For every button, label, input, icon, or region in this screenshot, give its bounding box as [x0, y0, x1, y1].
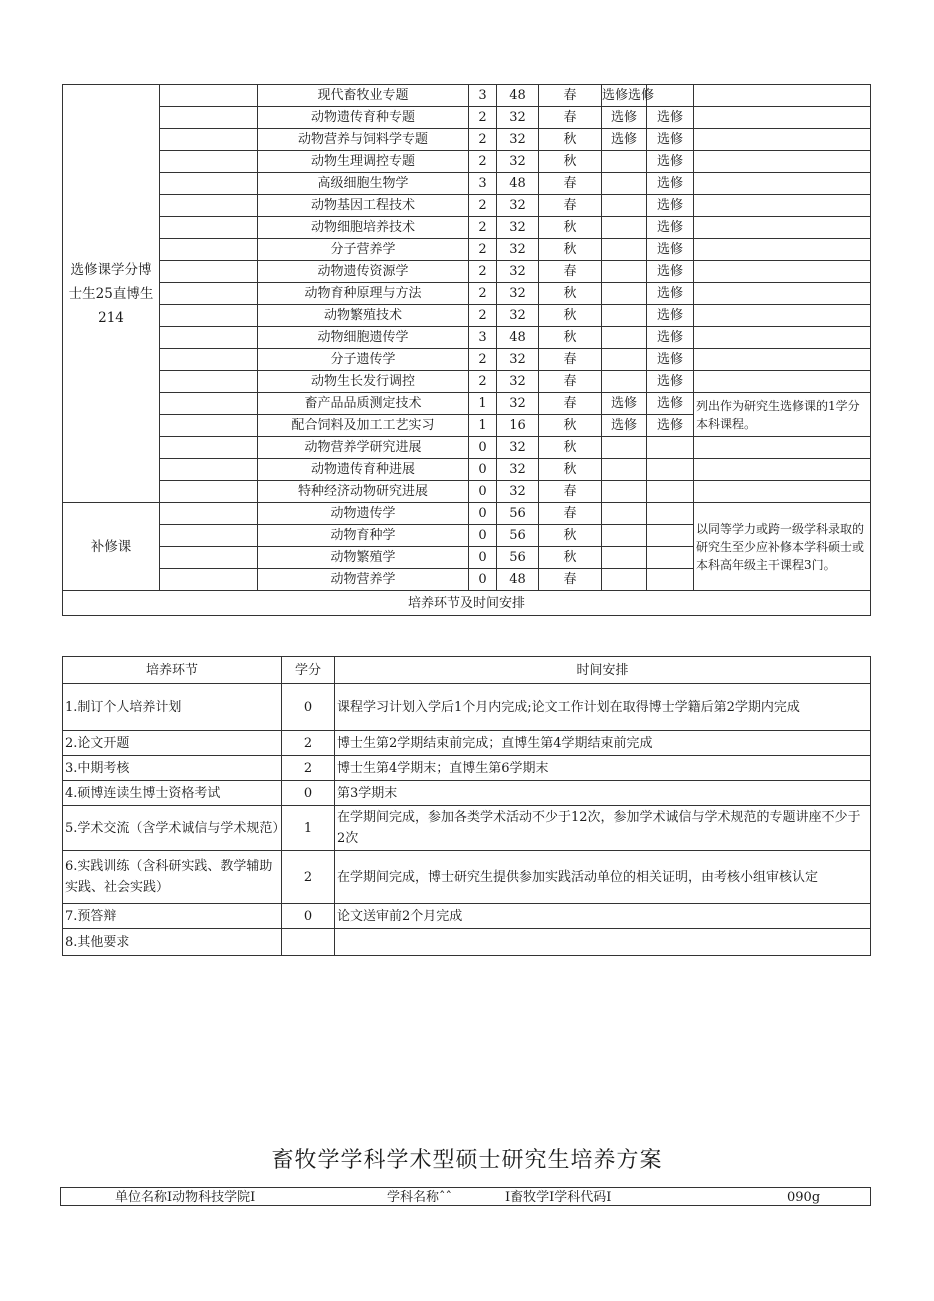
course-name: 动物繁殖学	[258, 547, 469, 569]
course-type-a	[602, 283, 647, 305]
course-type-a: 选修选修	[602, 85, 647, 107]
course-type-b	[647, 569, 694, 591]
course-type-b: 选修	[647, 349, 694, 371]
course-credits: 2	[469, 239, 497, 261]
training-credit: 2	[282, 731, 335, 756]
training-row	[63, 781, 871, 806]
course-type-b: 选修	[647, 239, 694, 261]
course-credits: 2	[469, 349, 497, 371]
header-link: 培养环节	[63, 657, 282, 684]
blank-cell	[160, 151, 258, 173]
course-type-b: 选修	[647, 371, 694, 393]
course-type-b: 选修	[647, 151, 694, 173]
course-name: 动物营养与饲料学专题	[258, 129, 469, 151]
training-link: 3.中期考核	[63, 756, 282, 781]
blank-cell	[160, 547, 258, 569]
course-credits: 2	[469, 129, 497, 151]
course-type-a	[602, 437, 647, 459]
subject-code: 090g	[787, 1190, 821, 1205]
course-hours: 32	[497, 151, 539, 173]
course-row	[63, 151, 871, 173]
course-hours: 32	[497, 437, 539, 459]
course-row	[63, 327, 871, 349]
course-type-b: 选修	[647, 393, 694, 415]
course-row	[63, 371, 871, 393]
blank-cell	[160, 349, 258, 371]
header-time: 时间安排	[335, 657, 871, 684]
course-hours: 48	[497, 569, 539, 591]
course-row	[63, 437, 871, 459]
note-cell	[694, 305, 871, 327]
course-hours: 56	[497, 503, 539, 525]
course-semester: 秋	[539, 283, 602, 305]
note-cell	[694, 195, 871, 217]
course-credits: 3	[469, 327, 497, 349]
course-row	[63, 217, 871, 239]
course-semester: 春	[539, 261, 602, 283]
course-row	[63, 239, 871, 261]
course-type-b: 选修	[647, 327, 694, 349]
note-cell	[694, 261, 871, 283]
course-credits: 2	[469, 217, 497, 239]
course-type-b: 选修	[647, 283, 694, 305]
course-row	[63, 349, 871, 371]
course-type-a	[602, 239, 647, 261]
course-credits: 0	[469, 525, 497, 547]
section-title-row	[63, 591, 871, 616]
course-credits: 1	[469, 415, 497, 437]
course-name: 高级细胞生物学	[258, 173, 469, 195]
course-type-a	[602, 195, 647, 217]
course-hours: 48	[497, 327, 539, 349]
course-credits: 2	[469, 107, 497, 129]
course-semester: 秋	[539, 415, 602, 437]
note-cell	[694, 327, 871, 349]
course-semester: 春	[539, 503, 602, 525]
course-semester: 秋	[539, 437, 602, 459]
course-semester: 春	[539, 371, 602, 393]
course-type-a: 选修	[602, 393, 647, 415]
training-row	[63, 806, 871, 851]
note-cell	[694, 85, 871, 107]
blank-cell	[160, 371, 258, 393]
training-row	[63, 851, 871, 904]
training-link: 7.预答辩	[63, 904, 282, 929]
course-row	[63, 503, 871, 525]
course-semester: 春	[539, 173, 602, 195]
course-semester: 春	[539, 569, 602, 591]
training-credit: 0	[282, 781, 335, 806]
note-cell	[694, 239, 871, 261]
course-credits: 0	[469, 459, 497, 481]
course-hours: 16	[497, 415, 539, 437]
blank-cell	[160, 327, 258, 349]
blank-cell	[160, 85, 258, 107]
course-type-b	[647, 481, 694, 503]
course-hours: 32	[497, 239, 539, 261]
training-header-row	[63, 657, 871, 684]
training-link: 4.硕博连读生博士资格考试	[63, 781, 282, 806]
course-hours: 32	[497, 217, 539, 239]
course-name: 配合饲料及加工工艺实习	[258, 415, 469, 437]
training-time: 在学期间完成，博士研究生提供参加实践活动单位的相关证明，由考核小组审核认定	[335, 851, 871, 904]
course-name: 动物细胞培养技术	[258, 217, 469, 239]
note-cell	[694, 481, 871, 503]
program-info-bar	[60, 1187, 871, 1206]
course-name: 特种经济动物研究进展	[258, 481, 469, 503]
course-type-b: 选修	[647, 107, 694, 129]
course-table	[62, 84, 871, 616]
training-credit: 0	[282, 684, 335, 731]
course-credits: 0	[469, 547, 497, 569]
course-credits: 0	[469, 503, 497, 525]
course-type-a	[602, 305, 647, 327]
remedial-note: 以同等学力或跨一级学科录取的研究生至少应补修本学科硕士或本科高年级主干课程3门。	[694, 503, 871, 591]
training-link: 6.实践训练（含科研实践、教学辅助实践、社会实践）	[63, 851, 282, 904]
subject-value: I畜牧学I学科代码I	[505, 1190, 612, 1205]
training-time: 博士生第4学期末；直博生第6学期末	[335, 756, 871, 781]
course-type-a	[602, 547, 647, 569]
course-row	[63, 173, 871, 195]
course-name: 现代畜牧业专题	[258, 85, 469, 107]
note-cell	[694, 349, 871, 371]
course-type-b: 选修	[647, 195, 694, 217]
course-name: 分子营养学	[258, 239, 469, 261]
course-semester: 春	[539, 85, 602, 107]
course-credits: 2	[469, 371, 497, 393]
course-name: 动物生长发行调控	[258, 371, 469, 393]
course-row	[63, 261, 871, 283]
course-credits: 2	[469, 195, 497, 217]
blank-cell	[160, 129, 258, 151]
course-hours: 32	[497, 283, 539, 305]
course-hours: 32	[497, 305, 539, 327]
course-type-b: 选修	[647, 415, 694, 437]
course-semester: 秋	[539, 129, 602, 151]
note-cell	[694, 283, 871, 305]
course-type-a	[602, 327, 647, 349]
course-hours: 56	[497, 525, 539, 547]
course-hours: 32	[497, 349, 539, 371]
elective-category-label: 选修课学分博士生25直博生214	[63, 85, 160, 503]
training-credit	[282, 929, 335, 956]
course-name: 动物基因工程技术	[258, 195, 469, 217]
course-row	[63, 393, 871, 415]
training-row	[63, 904, 871, 929]
course-semester: 秋	[539, 217, 602, 239]
blank-cell	[160, 173, 258, 195]
course-semester: 秋	[539, 525, 602, 547]
course-hours: 56	[497, 547, 539, 569]
course-type-b	[647, 459, 694, 481]
course-type-b	[647, 437, 694, 459]
course-name: 动物营养学	[258, 569, 469, 591]
note-cell	[694, 217, 871, 239]
course-name: 畜产品品质测定技术	[258, 393, 469, 415]
course-type-a	[602, 261, 647, 283]
course-type-a	[602, 525, 647, 547]
course-type-a	[602, 503, 647, 525]
note-cell	[694, 173, 871, 195]
training-row	[63, 929, 871, 956]
course-type-a	[602, 371, 647, 393]
course-credits: 2	[469, 305, 497, 327]
course-name: 动物遗传学	[258, 503, 469, 525]
training-credit: 2	[282, 756, 335, 781]
course-name: 动物育种学	[258, 525, 469, 547]
training-link-table	[62, 656, 871, 956]
course-name: 动物细胞遗传学	[258, 327, 469, 349]
course-row	[63, 85, 871, 107]
header-credit: 学分	[282, 657, 335, 684]
note-cell	[694, 151, 871, 173]
note-cell	[694, 107, 871, 129]
course-type-a: 选修	[602, 129, 647, 151]
training-link: 5.学术交流（含学术诚信与学术规范）	[63, 806, 282, 851]
course-type-a	[602, 459, 647, 481]
section-title: 培养环节及时间安排	[63, 591, 871, 616]
unit-label: 单位名称I动物科技学院I	[115, 1190, 256, 1205]
training-credit: 2	[282, 851, 335, 904]
course-hours: 32	[497, 393, 539, 415]
course-type-b: 选修	[647, 261, 694, 283]
course-semester: 秋	[539, 459, 602, 481]
course-type-a: 选修	[602, 107, 647, 129]
blank-cell	[160, 305, 258, 327]
elective-course-group	[63, 85, 871, 503]
course-type-a	[602, 151, 647, 173]
course-hours: 32	[497, 371, 539, 393]
course-semester: 春	[539, 107, 602, 129]
blank-cell	[160, 261, 258, 283]
course-semester: 秋	[539, 151, 602, 173]
course-row	[63, 481, 871, 503]
training-link: 1.制订个人培养计划	[63, 684, 282, 731]
course-hours: 32	[497, 195, 539, 217]
course-hours: 32	[497, 481, 539, 503]
blank-cell	[160, 239, 258, 261]
course-type-a	[602, 349, 647, 371]
course-credits: 1	[469, 393, 497, 415]
course-hours: 32	[497, 261, 539, 283]
course-semester: 春	[539, 349, 602, 371]
course-row	[63, 195, 871, 217]
course-type-a: 选修	[602, 415, 647, 437]
training-row	[63, 731, 871, 756]
remedial-category-label: 补修课	[63, 503, 160, 591]
course-hours: 32	[497, 459, 539, 481]
course-row	[63, 129, 871, 151]
training-link: 8.其他要求	[63, 929, 282, 956]
course-type-a	[602, 173, 647, 195]
course-semester: 春	[539, 195, 602, 217]
course-credits: 2	[469, 151, 497, 173]
course-hours: 48	[497, 173, 539, 195]
blank-cell	[160, 437, 258, 459]
training-row	[63, 756, 871, 781]
training-time: 课程学习计划入学后1个月内完成;论文工作计划在取得博士学籍后第2学期内完成	[335, 684, 871, 731]
course-name: 分子遗传学	[258, 349, 469, 371]
course-type-b: 选修	[647, 217, 694, 239]
course-name: 动物遗传资源学	[258, 261, 469, 283]
course-semester: 秋	[539, 547, 602, 569]
course-type-a	[602, 569, 647, 591]
training-row	[63, 684, 871, 731]
course-type-b	[647, 547, 694, 569]
training-credit: 0	[282, 904, 335, 929]
course-semester: 春	[539, 481, 602, 503]
course-type-a	[602, 217, 647, 239]
subject-label: 学科名称ˆˆ	[387, 1190, 453, 1205]
blank-cell	[160, 217, 258, 239]
note-cell	[694, 437, 871, 459]
course-credits: 3	[469, 85, 497, 107]
course-name: 动物营养学研究进展	[258, 437, 469, 459]
note-cell	[694, 459, 871, 481]
training-time: 第3学期末	[335, 781, 871, 806]
training-link: 2.论文开题	[63, 731, 282, 756]
course-credits: 0	[469, 481, 497, 503]
course-semester: 秋	[539, 239, 602, 261]
blank-cell	[160, 569, 258, 591]
course-name: 动物遗传育种专题	[258, 107, 469, 129]
course-type-b	[647, 503, 694, 525]
course-row	[63, 107, 871, 129]
course-name: 动物生理调控专题	[258, 151, 469, 173]
remedial-course-group	[63, 503, 871, 591]
course-type-b: 选修	[647, 173, 694, 195]
course-semester: 秋	[539, 327, 602, 349]
elective-note: 列出作为研究生选修课的1学分本科课程。	[694, 393, 871, 437]
blank-cell	[160, 195, 258, 217]
course-row	[63, 283, 871, 305]
blank-cell	[160, 393, 258, 415]
course-credits: 0	[469, 569, 497, 591]
training-credit: 1	[282, 806, 335, 851]
course-row	[63, 459, 871, 481]
program-title: 畜牧学学科学术型硕士研究生培养方案	[271, 1148, 663, 1173]
note-cell	[694, 129, 871, 151]
course-credits: 0	[469, 437, 497, 459]
note-cell	[694, 371, 871, 393]
course-credits: 3	[469, 173, 497, 195]
blank-cell	[160, 481, 258, 503]
course-row	[63, 305, 871, 327]
blank-cell	[160, 525, 258, 547]
blank-cell	[160, 503, 258, 525]
course-credits: 2	[469, 283, 497, 305]
course-type-a	[602, 481, 647, 503]
training-time: 在学期间完成，参加各类学术活动不少于12次，参加学术诚信与学术规范的专题讲座不少于2次	[335, 806, 871, 851]
training-time: 博士生第2学期结束前完成；直博生第4学期结束前完成	[335, 731, 871, 756]
course-type-b: 选修	[647, 129, 694, 151]
course-type-b: 选修	[647, 305, 694, 327]
blank-cell	[160, 415, 258, 437]
course-name: 动物育种原理与方法	[258, 283, 469, 305]
course-credits: 2	[469, 261, 497, 283]
course-hours: 32	[497, 107, 539, 129]
course-semester: 秋	[539, 305, 602, 327]
course-name: 动物遗传育种进展	[258, 459, 469, 481]
course-name: 动物繁殖技术	[258, 305, 469, 327]
course-type-b	[647, 525, 694, 547]
training-time: 论文送审前2个月完成	[335, 904, 871, 929]
training-time	[335, 929, 871, 956]
course-semester: 春	[539, 393, 602, 415]
blank-cell	[160, 459, 258, 481]
blank-cell	[160, 283, 258, 305]
course-hours: 32	[497, 129, 539, 151]
blank-cell	[160, 107, 258, 129]
course-hours: 48	[497, 85, 539, 107]
